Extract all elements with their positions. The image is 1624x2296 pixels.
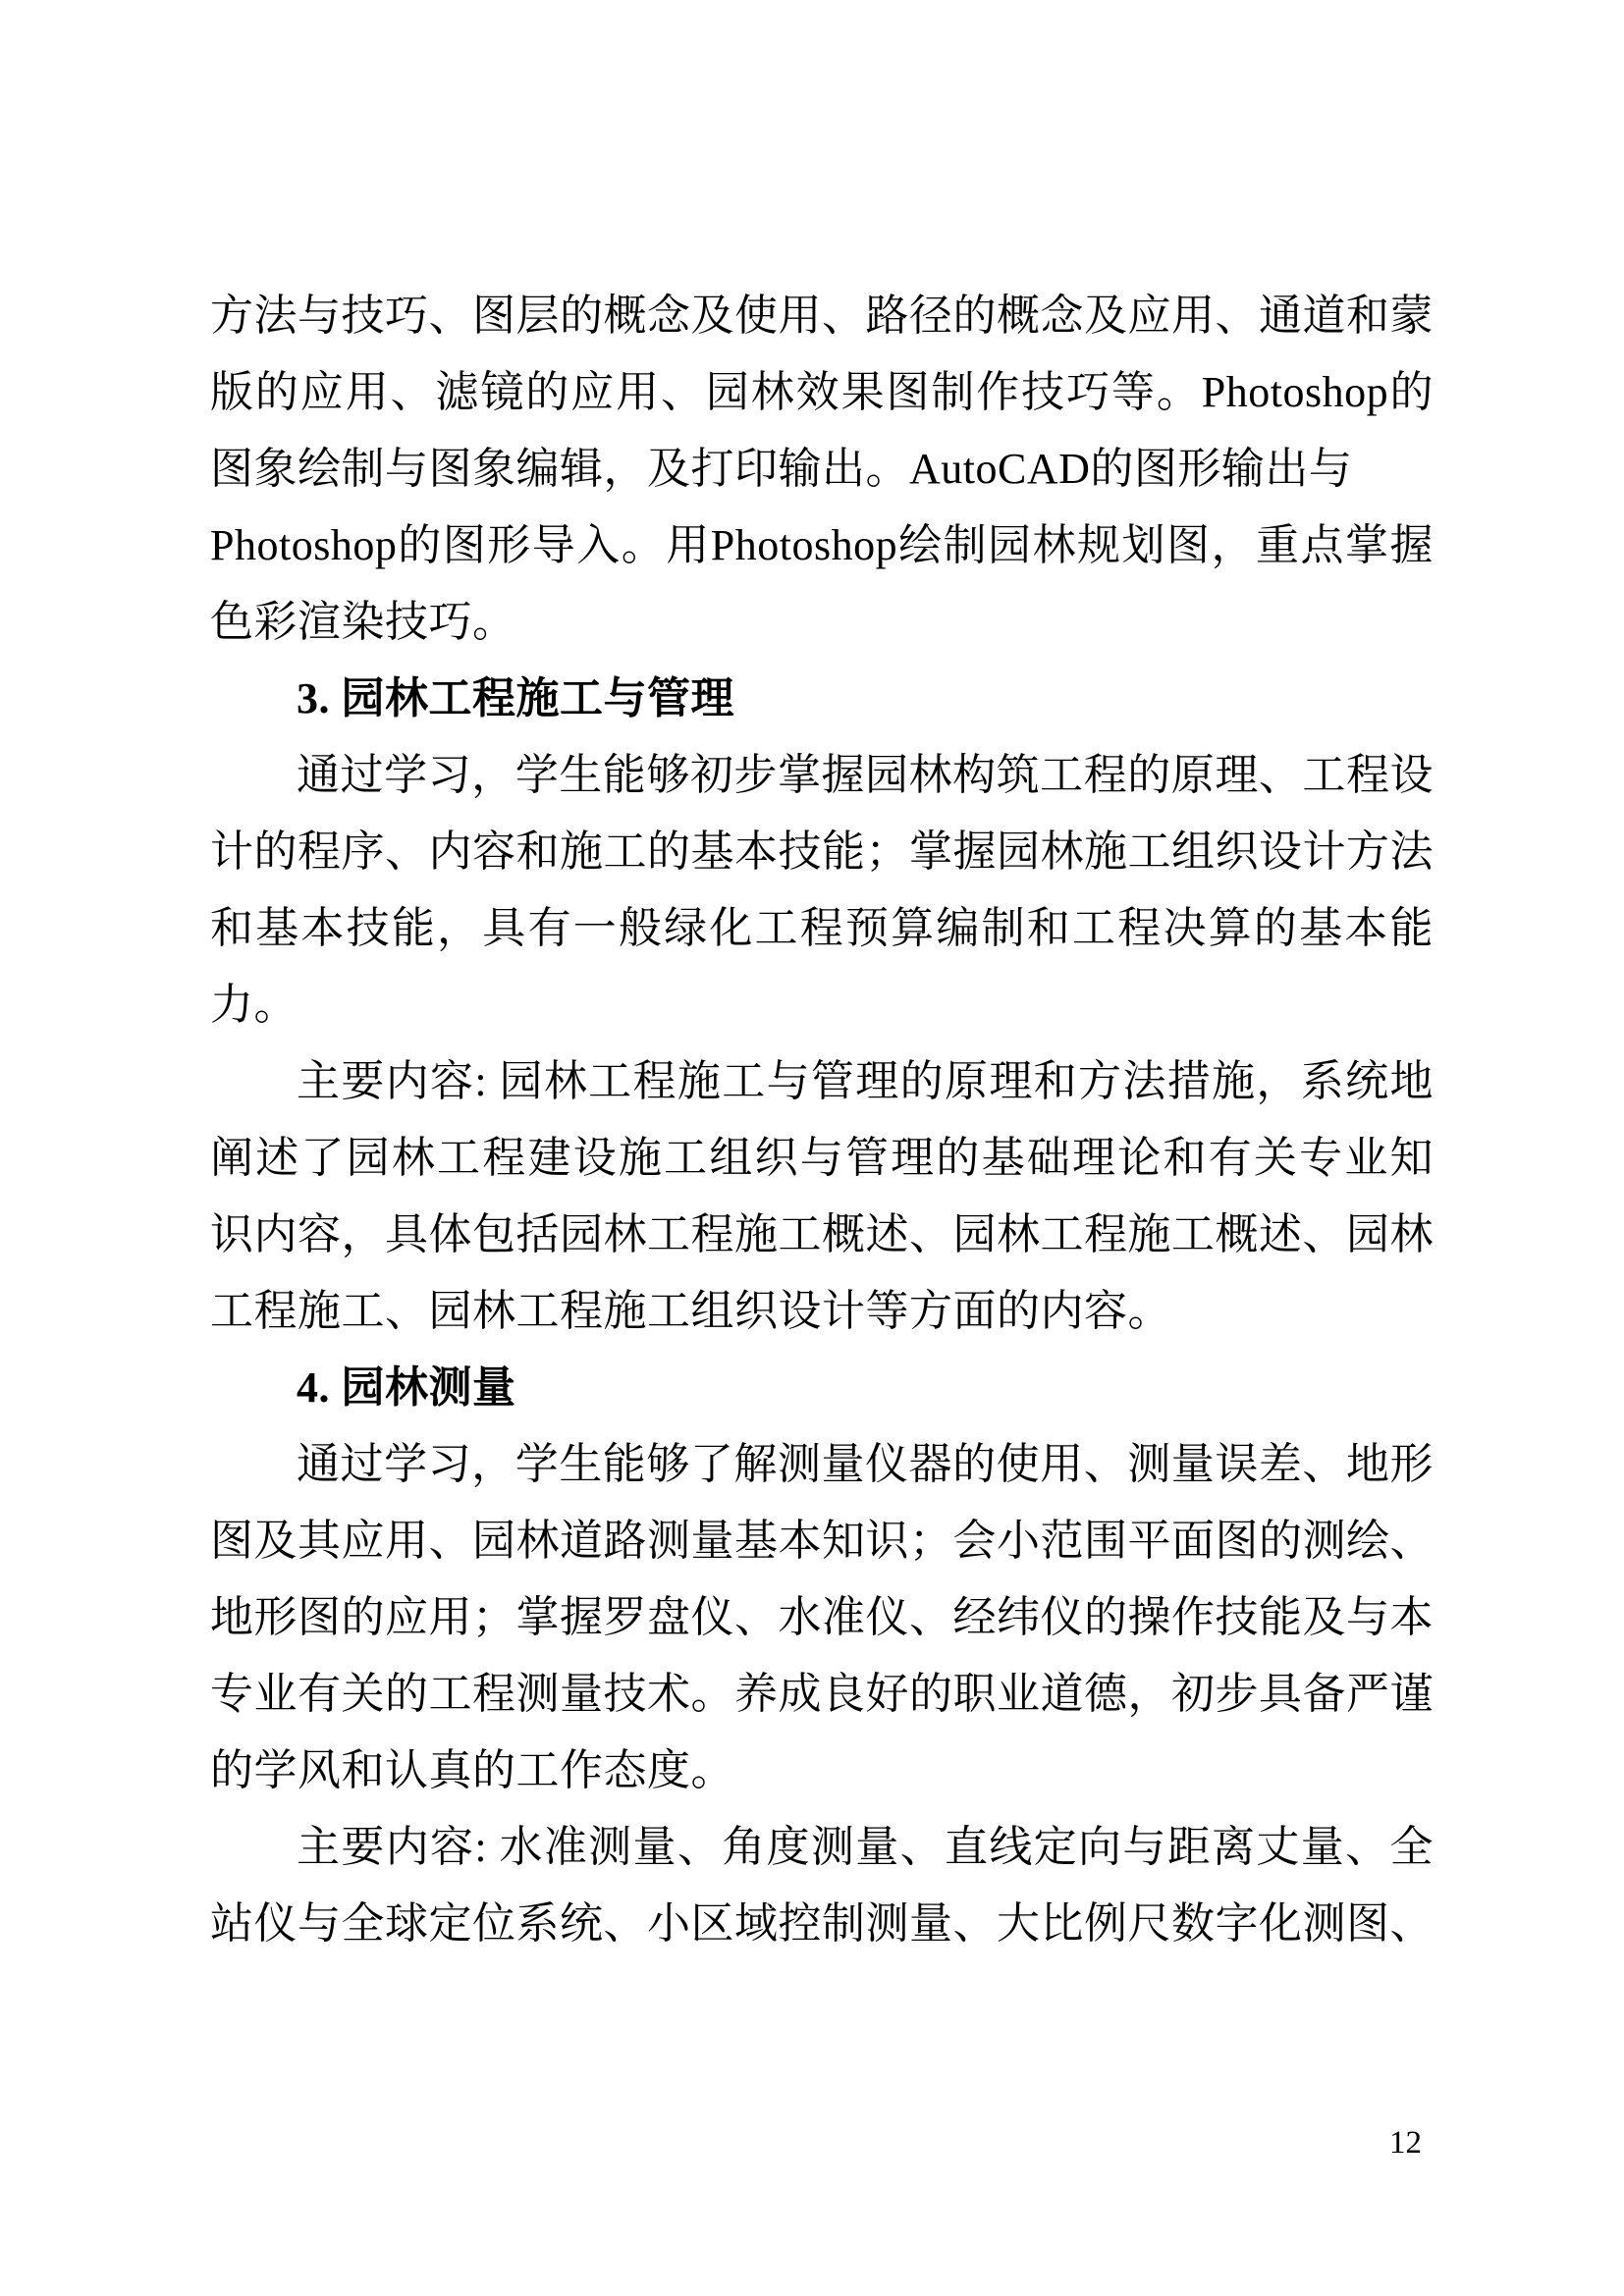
text-line: 计的程序、内容和施工的基本技能；掌握园林施工组织设计方法 xyxy=(210,828,1434,876)
text-block xyxy=(210,278,1434,1962)
text-line: 通过学习，学生能够初步掌握园林构筑工程的原理、工程设 xyxy=(297,751,1434,799)
text-line: 地形图的应用；掌握罗盘仪、水准仪、经纬仪的操作技能及与本 xyxy=(210,1593,1434,1641)
text-line: 识内容，具体包括园林工程施工概述、园林工程施工概述、园林 xyxy=(210,1210,1434,1258)
text-line: 方法与技巧、图层的概念及使用、路径的概念及应用、通道和蒙 xyxy=(210,292,1434,340)
text-line: 工程施工、园林工程施工组织设计等方面的内容。 xyxy=(210,1287,1171,1335)
text-line: 通过学习，学生能够了解测量仪器的使用、测量误差、地形 xyxy=(297,1440,1434,1488)
heading-line: 3. 园林工程施工与管理 xyxy=(297,674,734,722)
text-line: 的学风和认真的工作态度。 xyxy=(210,1746,734,1794)
text-line: 主要内容: 水准测量、角度测量、直线定向与距离丈量、全 xyxy=(297,1823,1434,1871)
text-line: 站仪与全球定位系统、小区域控制测量、大比例尺数字化测图、 xyxy=(210,1899,1434,1948)
text-line: 图象绘制与图象编辑，及打印输出。AutoCAD的图形输出与 xyxy=(210,445,1353,493)
text-line: 版的应用、滤镜的应用、园林效果图制作技巧等。Photoshop的 xyxy=(210,368,1434,416)
text-line: 主要内容: 园林工程施工与管理的原理和方法措施，系统地 xyxy=(297,1057,1434,1105)
text-line: 力。 xyxy=(210,981,298,1029)
para-photoshop-autocad xyxy=(210,278,1434,661)
para-course4-main-content xyxy=(210,1809,1434,1962)
text-line: 和基本技能，具有一般绿化工程预算编制和工程决算的基本能 xyxy=(210,904,1434,952)
para-course4-objectives xyxy=(210,1426,1434,1809)
text-line: 图及其应用、园林道路测量基本知识；会小范围平面图的测绘、 xyxy=(210,1517,1434,1565)
heading-3-landscape-engineering-construction-management xyxy=(210,661,1434,737)
para-course3-objectives xyxy=(210,737,1434,1043)
heading-4-landscape-surveying xyxy=(210,1350,1434,1426)
para-course3-main-content xyxy=(210,1043,1434,1350)
text-line: 专业有关的工程测量技术。养成良好的职业道德，初步具备严谨 xyxy=(210,1670,1434,1718)
page-number: 12 xyxy=(1389,2125,1422,2161)
text-line: 色彩渲染技巧。 xyxy=(210,598,516,646)
text-line: 阐述了园林工程建设施工组织与管理的基础理论和有关专业知 xyxy=(210,1134,1434,1182)
heading-line: 4. 园林测量 xyxy=(297,1363,516,1412)
text-line: Photoshop的图形导入。用Photoshop绘制园林规划图，重点掌握 xyxy=(210,521,1434,569)
